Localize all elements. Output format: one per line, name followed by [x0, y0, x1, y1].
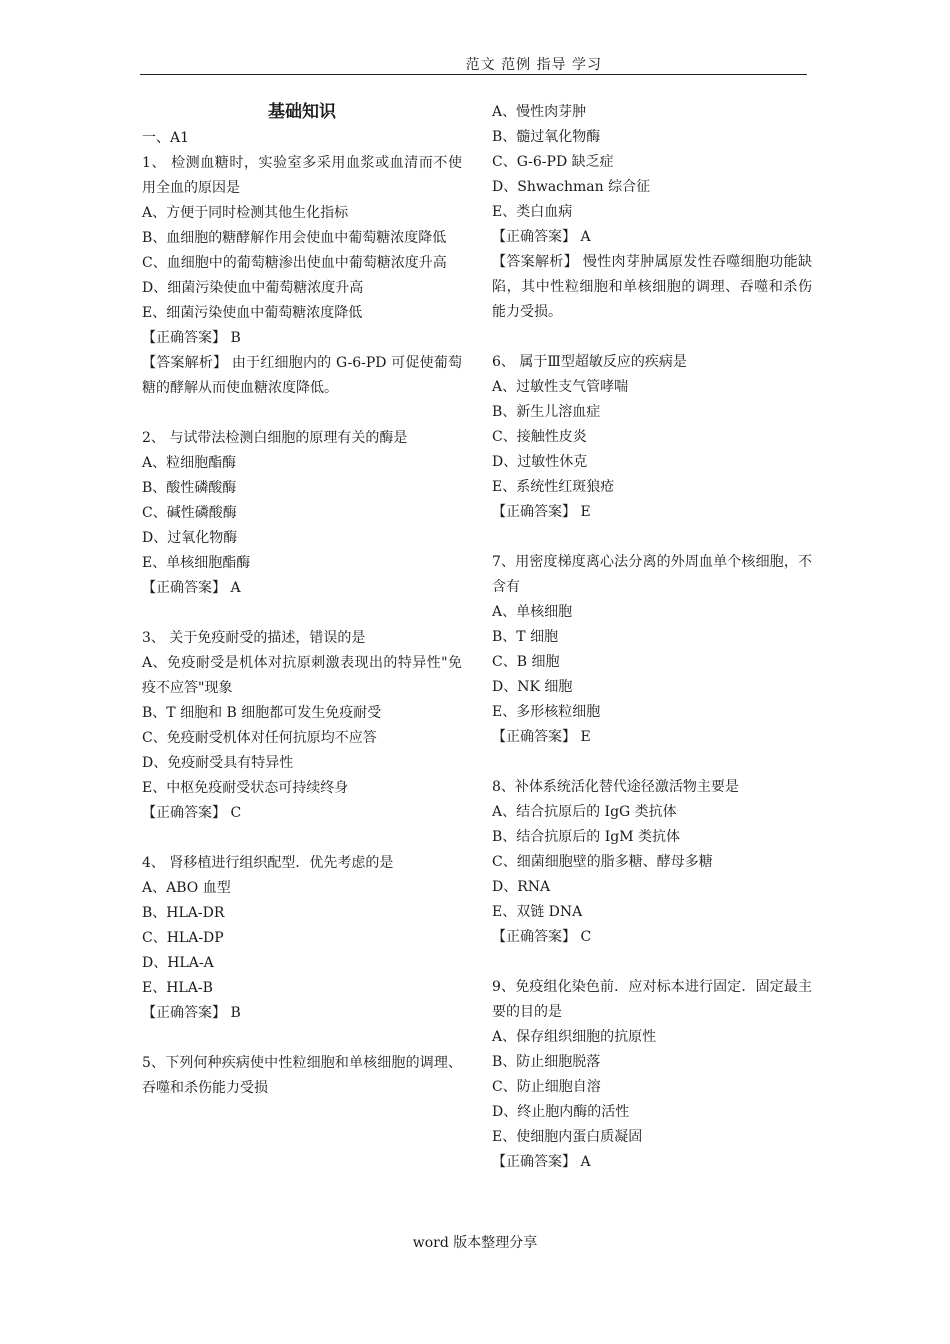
option-text: A、ABO 血型: [142, 880, 231, 896]
option-text: D、细菌污染使血中葡萄糖浓度升高: [142, 280, 364, 296]
option-text: A、保存组织细胞的抗原性: [492, 1029, 657, 1045]
option-text: B、血细胞的糖酵解作用会使血中葡萄糖浓度降低: [142, 230, 447, 246]
header-text: 范文 范例 指导 学习: [465, 57, 602, 73]
question-text: 2、 与试带法检测白细胞的原理有关的酶是: [142, 430, 408, 446]
option-text: C、防止细胞自溶: [492, 1079, 601, 1095]
spacer: [142, 401, 462, 426]
option-text: E、多形核粒细胞: [492, 704, 601, 720]
page-footer: word 版本整理分享: [412, 1235, 538, 1251]
option-text: E、类白血病: [492, 204, 573, 220]
answer-explanation: 【答案解析】 由于红细胞内的 G-6-PD 可促使葡萄糖的酵解从而使血糖浓度降低。: [142, 355, 462, 396]
right-column-body: [492, 100, 812, 1175]
question-text: 5、下列何种疾病使中性粒细胞和单核细胞的调理、吞噬和杀伤能力受损: [142, 1055, 462, 1096]
option-text: E、单核细胞酯酶: [142, 555, 251, 571]
option-text: E、HLA-B: [142, 980, 213, 996]
option-text: E、双链 DNA: [492, 904, 583, 920]
option-text: C、G-6-PD 缺乏症: [492, 154, 614, 170]
left-column: [142, 100, 462, 1101]
correct-answer: 【正确答案】 A: [142, 580, 241, 596]
option-text: D、终止胞内酶的活性: [492, 1104, 630, 1120]
option-text: B、酸性磷酸酶: [142, 480, 237, 496]
option-text: A、过敏性支气管哮喘: [492, 379, 629, 395]
left-column-body: [142, 151, 462, 1101]
correct-answer: 【正确答案】 A: [492, 229, 591, 245]
question-text: 7、用密度梯度离心法分离的外周血单个核细胞，不含有: [492, 554, 812, 595]
question-text: 1、 检测血糖时，实验室多采用血浆或血清而不使用全血的原因是: [142, 155, 462, 196]
option-text: D、HLA-A: [142, 955, 214, 971]
option-text: B、HLA-DR: [142, 905, 225, 921]
question-text: 6、 属于Ⅲ型超敏反应的疾病是: [492, 354, 687, 370]
option-text: D、NK 细胞: [492, 679, 573, 695]
spacer: [492, 525, 812, 550]
page-header: [140, 54, 807, 75]
question-text: 9、免疫组化染色前．应对标本进行固定．固定最主要的目的是: [492, 979, 812, 1020]
option-text: D、免疫耐受具有特异性: [142, 755, 294, 771]
option-text: E、使细胞内蛋白质凝固: [492, 1129, 643, 1145]
correct-answer: 【正确答案】 B: [142, 1005, 241, 1021]
option-text: B、防止细胞脱落: [492, 1054, 601, 1070]
question-text: 4、 肾移植进行组织配型．优先考虑的是: [142, 855, 394, 871]
option-text: D、过氧化物酶: [142, 530, 238, 546]
option-text: C、免疫耐受机体对任何抗原均不应答: [142, 730, 377, 746]
correct-answer: 【正确答案】 C: [492, 929, 592, 945]
option-text: C、细菌细胞壁的脂多糖、酵母多糖: [492, 854, 713, 870]
answer-explanation: 【答案解析】 慢性肉芽肿属原发性吞噬细胞功能缺陷，其中性粒细胞和单核细胞的调理、吞噬和杀伤能力受损。: [492, 254, 812, 320]
option-text: E、细菌污染使血中葡萄糖浓度降低: [142, 305, 363, 321]
option-text: A、慢性肉芽肿: [492, 104, 587, 120]
correct-answer: 【正确答案】 C: [142, 805, 242, 821]
option-text: A、方便于同时检测其他生化指标: [142, 205, 349, 221]
option-text: A、免疫耐受是机体对抗原刺激表现出的特异性"免疫不应答"现象: [142, 655, 462, 696]
option-text: B、T 细胞: [492, 629, 559, 645]
option-text: B、髓过氧化物酶: [492, 129, 601, 145]
option-text: A、粒细胞酯酶: [142, 455, 237, 471]
spacer: [142, 826, 462, 851]
option-text: A、结合抗原后的 IgG 类抗体: [492, 804, 677, 820]
right-column: [492, 100, 812, 1175]
spacer: [142, 601, 462, 626]
option-text: C、碱性磷酸酶: [142, 505, 237, 521]
spacer: [142, 1026, 462, 1051]
document-title: 基础知识: [268, 102, 336, 122]
option-text: B、新生儿溶血症: [492, 404, 601, 420]
option-text: E、中枢免疫耐受状态可持续终身: [142, 780, 349, 796]
option-text: D、过敏性休克: [492, 454, 588, 470]
option-text: D、Shwachman 综合征: [492, 179, 651, 195]
option-text: B、T 细胞和 B 细胞都可发生免疫耐受: [142, 705, 382, 721]
spacer: [492, 950, 812, 975]
question-text: 3、 关于免疫耐受的描述，错误的是: [142, 630, 366, 646]
option-text: C、B 细胞: [492, 654, 560, 670]
option-text: C、HLA-DP: [142, 930, 224, 946]
question-text: 8、补体系统活化替代途径激活物主要是: [492, 779, 739, 795]
correct-answer: 【正确答案】 A: [492, 1154, 591, 1170]
spacer: [492, 325, 812, 350]
option-text: C、血细胞中的葡萄糖渗出使血中葡萄糖浓度升高: [142, 255, 447, 271]
correct-answer: 【正确答案】 E: [492, 729, 591, 745]
option-text: D、RNA: [492, 879, 551, 895]
option-text: B、结合抗原后的 IgM 类抗体: [492, 829, 681, 845]
correct-answer: 【正确答案】 B: [142, 330, 241, 346]
spacer: [492, 750, 812, 775]
option-text: C、接触性皮炎: [492, 429, 587, 445]
option-text: A、单核细胞: [492, 604, 573, 620]
section-heading: 一、A1: [142, 130, 190, 146]
correct-answer: 【正确答案】 E: [492, 504, 591, 520]
option-text: E、系统性红斑狼疮: [492, 479, 615, 495]
